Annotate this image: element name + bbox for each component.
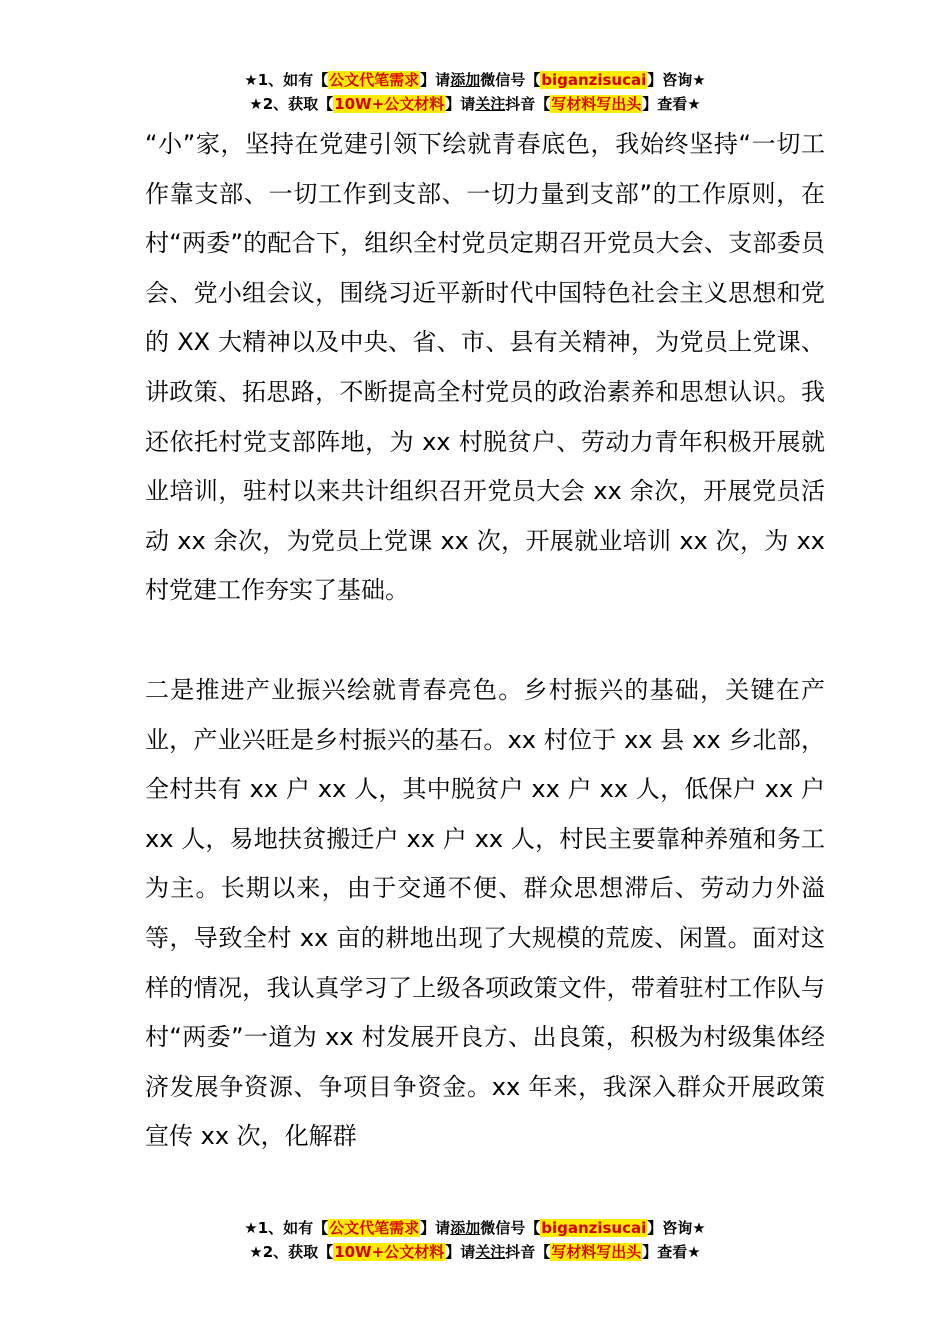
highlight-service: 公文代笔需求 xyxy=(329,1219,420,1237)
header-banner xyxy=(0,68,950,116)
highlight-douyin-account: 写材料写出头 xyxy=(551,95,642,113)
banner-line-2: ★2、获取【10W+公文材料】请关注抖音【写材料写出头】查看★ xyxy=(249,1243,701,1261)
paragraph-party-building: “小”家，坚持在党建引领下绘就青春底色，我始终坚持“一切工作靠支部、一切工作到支部、一切力量到支部”的工作原则，在村“两委”的配合下，组织全村党员定期召开党员大会、支部委员会、党小组会议，围绕习近平新时代中国特色社会主义思想和党的 XX 大精神以及中央、省、市、县有关精神，为党员上党课、讲政策、拓思路，不断提高全村党员的政治素养和思想认识。我还依托村党支部阵地，为 xx 村脱贫户、劳动力青年积极开展就业培训，驻村以来共计组织召开党员大会 xx 余次，开展党员活动 xx 余次，为党员上党课 xx 次，开展就业培训 xx 次，为 xx 村党建工作夯实了基础。 xyxy=(145,130,825,605)
highlight-douyin-account: 写材料写出头 xyxy=(551,1243,642,1261)
highlight-materials: 10W+公文材料 xyxy=(334,1243,445,1261)
paragraph-industry-revitalization: 二是推进产业振兴绘就青春亮色。乡村振兴的基础，关键在产业，产业兴旺是乡村振兴的基石。xx 村位于 xx 县 xx 乡北部，全村共有 xx 户 xx 人，其中脱贫户 xx 户 xx 人，低保户 xx 户 xx 人，易地扶贫搬迁户 xx 户 xx 人，村民主要靠种养殖和务工为主。长期以来，由于交通不便、群众思想滞后、劳动力外溢等，导致全村 xx 亩的耕地出现了大规模的荒废、闲置。面对这样的情况，我认真学习了上级各项政策文件，带着驻村工作队与村“两委”一道为 xx 村发展开良方、出良策，积极为村级集体经济发展争资源、争项目争资金。xx 年来，我深入群众开展政策宣传 xx 次，化解群 xyxy=(145,675,825,1151)
highlight-materials: 10W+公文材料 xyxy=(334,95,445,113)
banner-line-1: ★1、如有【公文代笔需求】请添加微信号【biganzisucai】咨询★ xyxy=(244,1219,706,1237)
highlight-wechat-id: biganzisucai xyxy=(541,1219,647,1237)
document-body xyxy=(145,120,825,1162)
banner-line-1: ★1、如有【公文代笔需求】请添加微信号【biganzisucai】咨询★ xyxy=(244,71,706,89)
footer-banner xyxy=(0,1216,950,1264)
highlight-service: 公文代笔需求 xyxy=(329,71,420,89)
highlight-wechat-id: biganzisucai xyxy=(541,71,647,89)
banner-line-2: ★2、获取【10W+公文材料】请关注抖音【写材料写出头】查看★ xyxy=(249,95,701,113)
